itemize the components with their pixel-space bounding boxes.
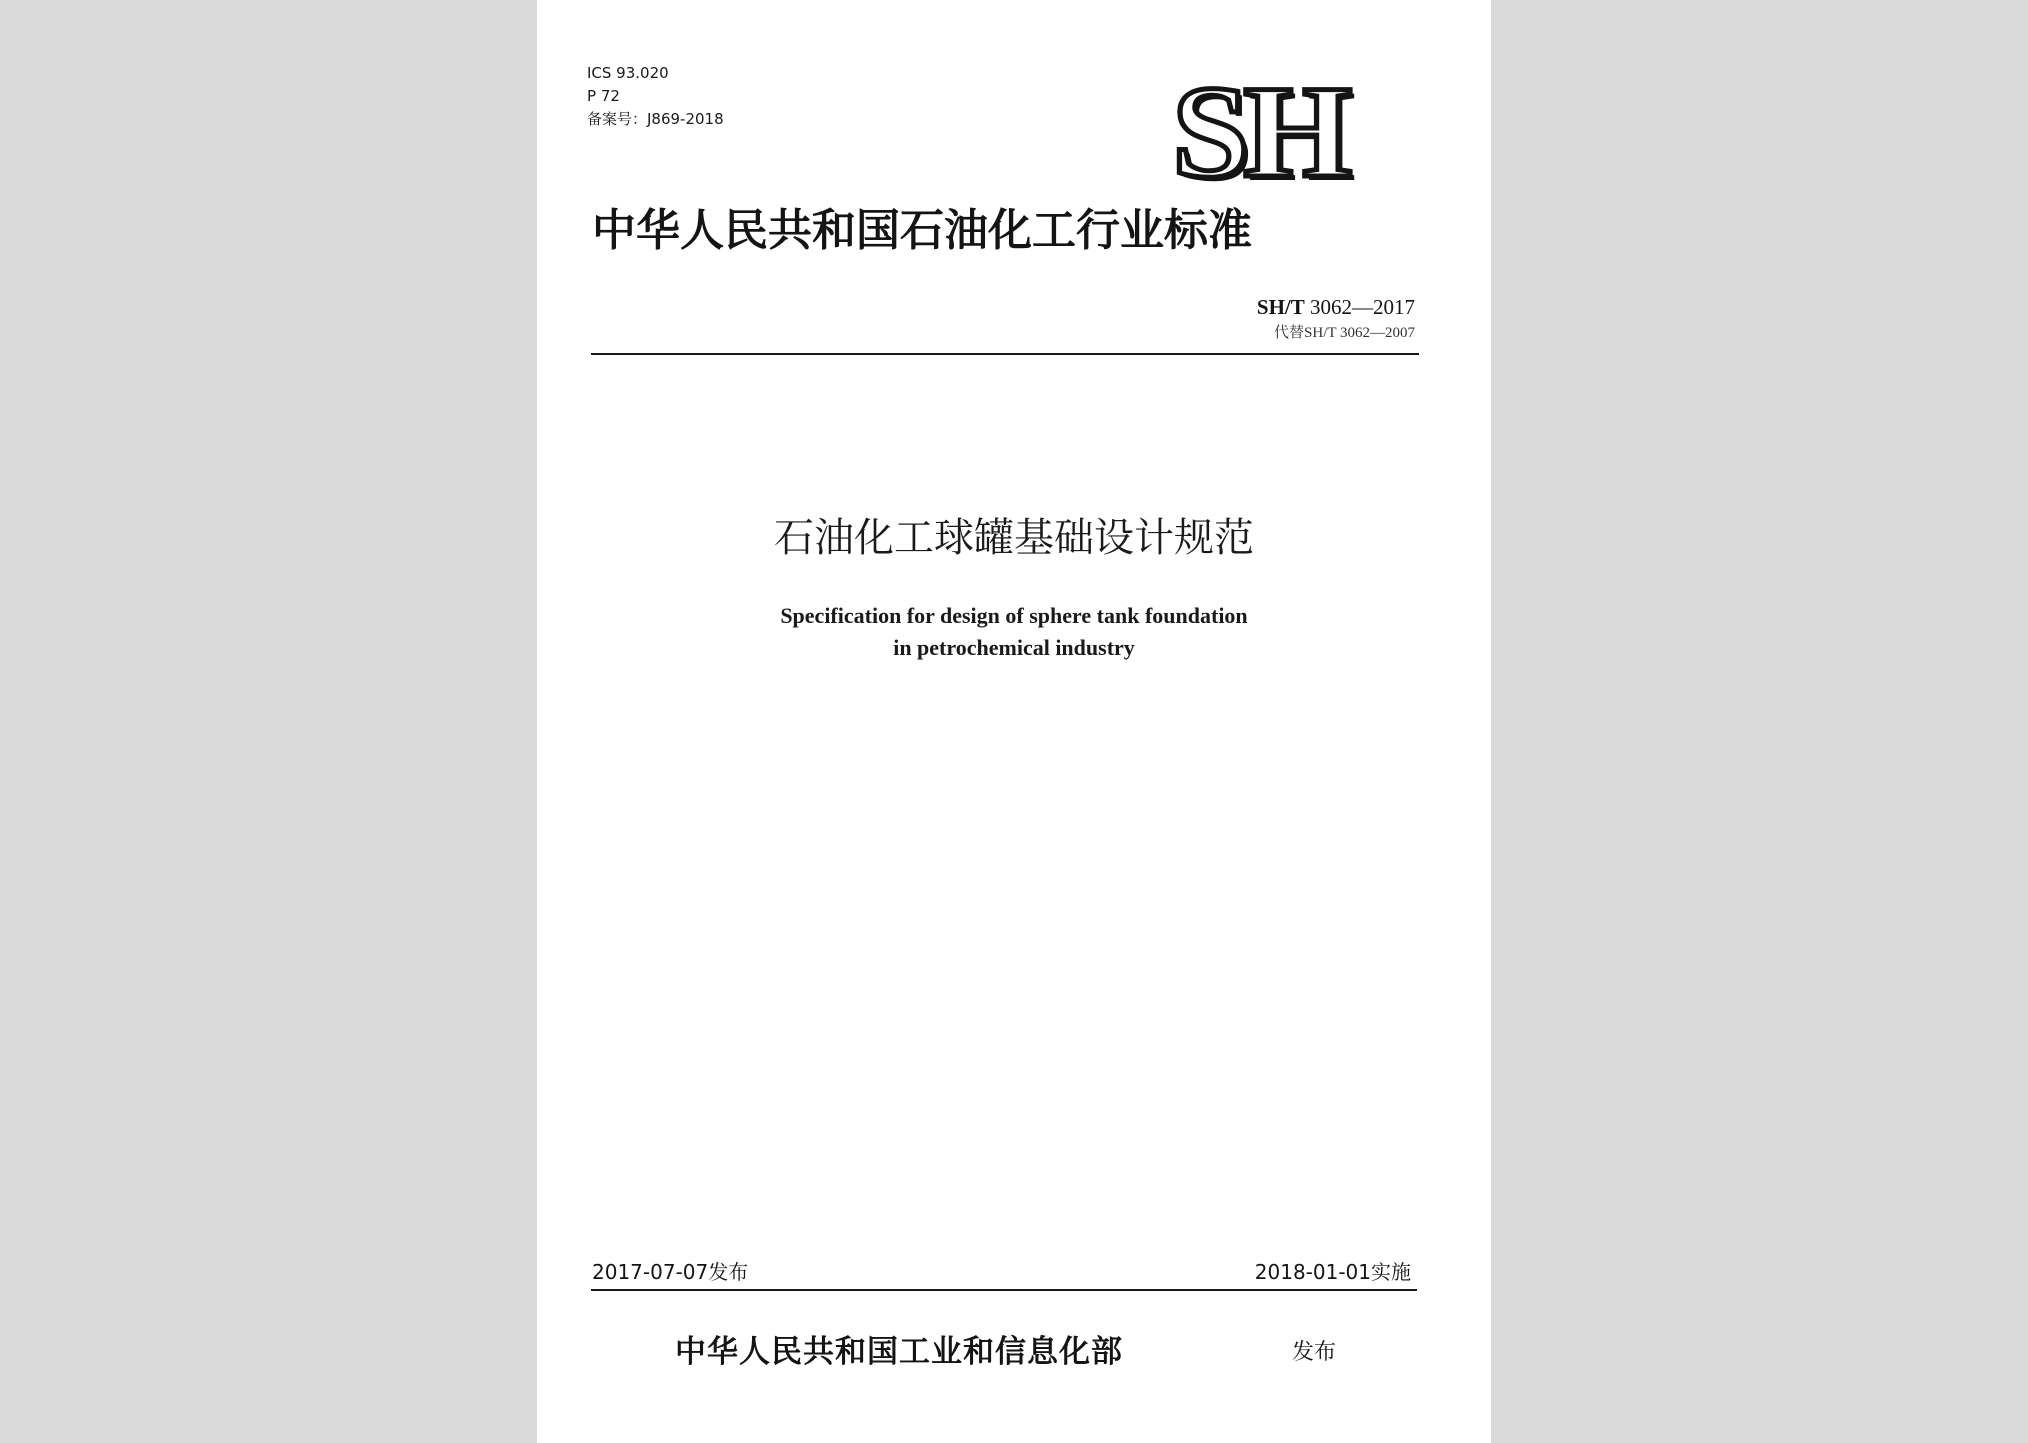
issuer-action: 发布: [1292, 1340, 1337, 1365]
standard-number: [1257, 294, 1415, 320]
english-title-line-2: in petrochemical industry: [893, 635, 1135, 660]
ics-code: ICS 93.020: [587, 64, 669, 82]
english-title-line-1: Specification for design of sphere tank foundation: [780, 603, 1248, 628]
chinese-title: 石油化工球罐基础设计规范: [774, 515, 1254, 561]
ccs-code: P 72: [587, 87, 620, 105]
english-title: [537, 600, 1491, 664]
effective-date: 2018-01-01实施: [1254, 1260, 1411, 1284]
standard-number-prefix: SH/T: [1256, 295, 1305, 319]
sh-logo: SH: [1172, 58, 1346, 205]
header-divider: [591, 353, 1419, 355]
issue-date: 2017-07-07发布: [592, 1260, 749, 1284]
org-title: 中华人民共和国石油化工行业标准: [592, 205, 1252, 256]
replaces-standard: 代替SH/T 3062—2007: [1274, 325, 1415, 341]
document-page: [537, 0, 1491, 1443]
filing-number: 备案号：J869-2018: [587, 110, 724, 128]
issuer-name: 中华人民共和国工业和信息化部: [675, 1334, 1123, 1370]
standard-number-value: 3062—2017: [1310, 295, 1415, 319]
footer-divider: [591, 1289, 1417, 1291]
